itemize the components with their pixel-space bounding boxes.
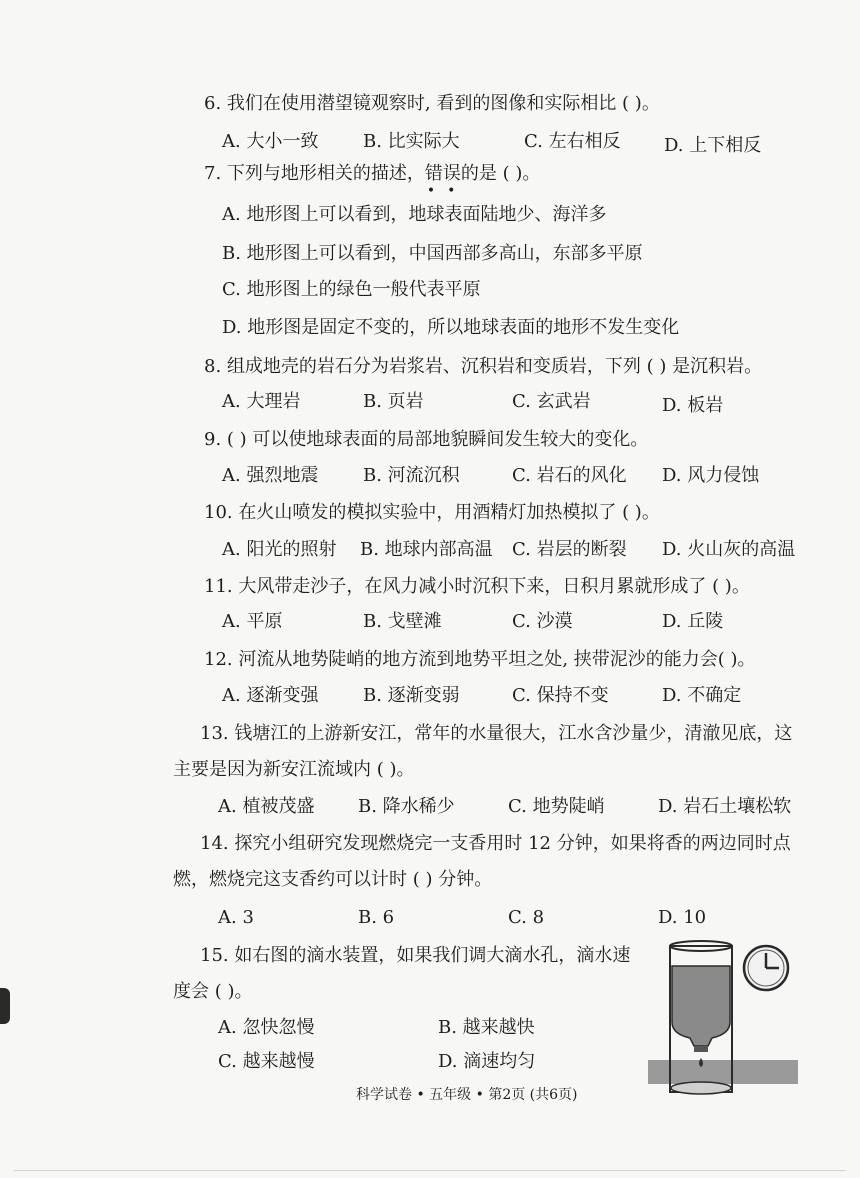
option-b: B. 6 <box>358 907 395 928</box>
emphasis-dots: •• <box>426 183 468 199</box>
option-a: A. 平原 <box>222 611 283 632</box>
option-a: A. 强烈地震 <box>222 465 319 486</box>
question-10-stem: 10. 在火山喷发的模拟实验中，用酒精灯加热模拟了 ( )。 <box>204 502 660 523</box>
option-b: B. 地球内部高温 <box>360 539 493 560</box>
question-14-stem-line-2: 燃，燃烧完这支香约可以计时 ( ) 分钟。 <box>173 869 493 890</box>
option-b: B. 戈壁滩 <box>363 611 442 632</box>
option-c: C. 岩石的风化 <box>512 465 627 486</box>
option-c: C. 保持不变 <box>512 685 609 706</box>
question-7-stem-pre: 7. 下列与地形相关的描述， <box>204 163 425 184</box>
question-13-stem-line-2: 主要是因为新安江流域内 ( )。 <box>173 759 415 780</box>
option-c: C. 左右相反 <box>524 131 621 152</box>
option-b: B. 降水稀少 <box>358 796 455 817</box>
question-7-stem <box>204 162 541 199</box>
drip-apparatus-icon <box>648 938 798 1098</box>
question-15-stem-line-1: 15. 如右图的滴水装置，如果我们调大滴水孔，滴水速 <box>200 945 631 966</box>
question-14-stem-line-1: 14. 探究小组研究发现燃烧完一支香用时 12 分钟，如果将香的两边同时点 <box>200 833 791 854</box>
option-c: C. 越来越慢 <box>218 1051 315 1072</box>
emphasis-word <box>424 162 468 199</box>
option-a: A. 大小一致 <box>222 131 319 152</box>
option-a: A. 3 <box>218 907 254 928</box>
option-b: B. 越来越快 <box>438 1017 535 1038</box>
question-13-stem-line-1: 13. 钱塘江的上游新安江，常年的水量很大，江水含沙量少，清澈见底，这 <box>200 723 793 744</box>
option-d: D. 岩石土壤松软 <box>658 796 792 817</box>
option-b: B. 河流沉积 <box>363 465 460 486</box>
option-a: A. 逐渐变强 <box>222 685 319 706</box>
option-c: C. 玄武岩 <box>512 391 591 412</box>
option-d: D. 板岩 <box>662 395 724 416</box>
binding-mark <box>0 988 10 1024</box>
option-b: B. 逐渐变弱 <box>363 685 460 706</box>
page-footer: 科学试卷 • 五年级 • 第2页 (共6页) <box>356 1087 578 1103</box>
option-c: C. 地形图上的绿色一般代表平原 <box>222 279 481 300</box>
option-a: A. 大理岩 <box>222 391 301 412</box>
question-11-stem: 11. 大风带走沙子，在风力减小时沉积下来，日积月累就形成了 ( )。 <box>204 576 750 597</box>
emphasis-text: 错误 <box>424 163 461 184</box>
question-15-stem-line-2: 度会 ( )。 <box>173 981 253 1002</box>
option-d: D. 上下相反 <box>664 135 762 156</box>
option-d: D. 滴速均匀 <box>438 1051 536 1072</box>
option-d: D. 10 <box>658 907 707 928</box>
option-d: D. 风力侵蚀 <box>662 465 760 486</box>
question-8-stem: 8. 组成地壳的岩石分为岩浆岩、沉积岩和变质岩，下列 ( ) 是沉积岩。 <box>204 356 763 377</box>
option-d: D. 丘陵 <box>662 611 724 632</box>
option-a: A. 阳光的照射 <box>222 539 337 560</box>
option-a: A. 忽快忽慢 <box>218 1017 315 1038</box>
option-c: C. 地势陡峭 <box>508 796 605 817</box>
option-b: B. 页岩 <box>363 391 424 412</box>
question-12-stem: 12. 河流从地势陡峭的地方流到地势平坦之处, 挟带泥沙的能力会( )。 <box>204 649 756 670</box>
option-b: B. 比实际大 <box>363 131 460 152</box>
option-c: C. 沙漠 <box>512 611 573 632</box>
question-9-stem: 9. ( ) 可以使地球表面的局部地貌瞬间发生较大的变化。 <box>204 429 649 450</box>
option-b: B. 地形图上可以看到，中国西部多高山，东部多平原 <box>222 243 643 264</box>
option-c: C. 岩层的断裂 <box>512 539 627 560</box>
option-c: C. 8 <box>508 907 545 928</box>
option-a: A. 植被茂盛 <box>218 796 315 817</box>
option-d: D. 不确定 <box>662 685 742 706</box>
question-7-stem-post: 的是 ( )。 <box>460 163 541 184</box>
question-6-stem: 6. 我们在使用潜望镜观察时, 看到的图像和实际相比 ( )。 <box>204 93 660 114</box>
page-bottom-rule <box>14 1170 846 1172</box>
option-a: A. 地形图上可以看到，地球表面陆地少、海洋多 <box>222 204 607 225</box>
option-d: D. 地形图是固定不变的，所以地球表面的地形不发生变化 <box>222 317 680 338</box>
option-d: D. 火山灰的高温 <box>662 539 796 560</box>
